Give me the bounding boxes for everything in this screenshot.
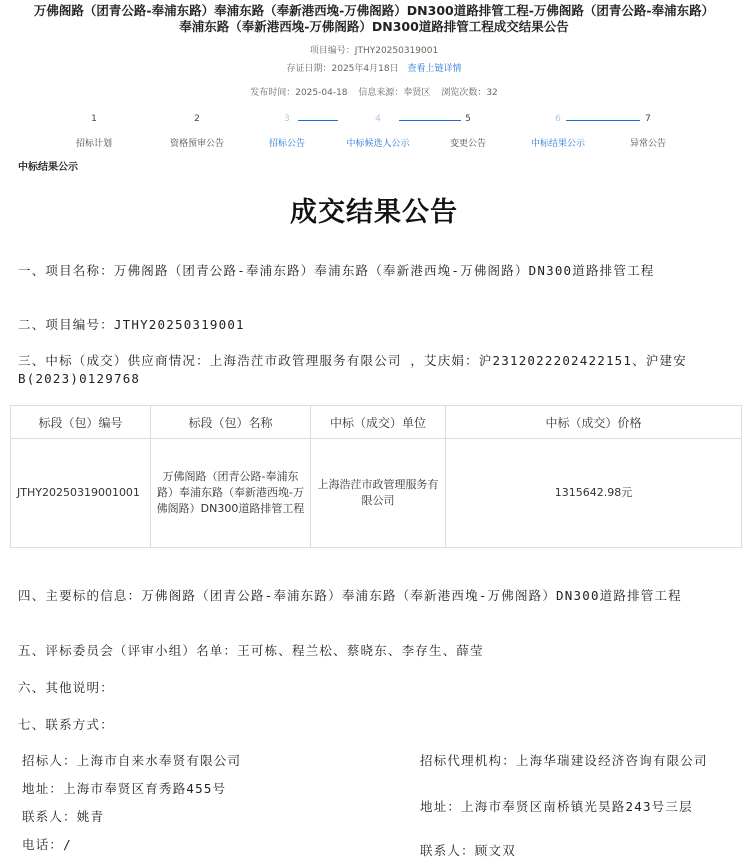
page-title: 万佛阁路（团青公路-奉浦东路）奉浦东路（奉新港西堍-万佛阁路）DN300道路排管工程-万佛阁路（团青公路-奉浦东路）奉浦东路（奉新港西堍-万佛阁路）DN300道路排管工程成交结果公告: [33, 3, 715, 34]
process-steps: [0, 114, 748, 154]
agency-contact: 联系人：顾文双: [420, 843, 516, 858]
step-5-number: 5: [465, 114, 471, 124]
step-2-label[interactable]: 资格预审公告: [169, 139, 225, 149]
tenderer-name: 招标人：上海市自来水奉贤有限公司: [22, 753, 242, 768]
step-3-label[interactable]: 招标公告: [268, 139, 306, 149]
item-project-number: 二、项目编号：JTHY20250319001: [18, 317, 245, 332]
agency-address: 地址：上海市奉贤区南桥镇光昊路243号三层: [420, 799, 693, 814]
step-3-number: 3: [284, 114, 290, 124]
cell-price: 1315642.98元: [446, 439, 742, 548]
step-4-number: 4: [375, 114, 381, 124]
info-source: 信息来源：奉贤区: [358, 88, 431, 98]
step-1-label[interactable]: 招标计划: [75, 139, 113, 149]
tenderer-phone: 电话：/: [22, 837, 72, 852]
publish-time: 发布时间：2025-04-18: [250, 88, 348, 98]
project-number-row: [0, 43, 748, 56]
step-5-label[interactable]: 变更公告: [449, 139, 487, 149]
cell-name: 万佛阁路（团青公路-奉浦东路）奉浦东路（奉新港西堍-万佛阁路）DN300道路排管工程: [151, 439, 311, 548]
view-count: 浏览次数：32: [441, 88, 498, 98]
step-connector: [298, 120, 338, 121]
step-2-number: 2: [194, 114, 200, 124]
step-4-label[interactable]: 中标候选人公示: [346, 139, 410, 149]
col-header-code: 标段（包）编号: [11, 406, 151, 439]
announcement-title: 成交结果公告: [290, 197, 458, 228]
step-7-number: 7: [645, 114, 651, 124]
step-7-label[interactable]: 异常公告: [629, 139, 667, 149]
item-supplier: 三、中标（成交）供应商情况：上海浩茳市政管理服务有限公司 ，艾庆娟：沪2312022202422151、沪建安B(2023)0129768: [18, 353, 687, 386]
publish-info-row: [0, 85, 748, 98]
col-header-price: 中标（成交）价格: [446, 406, 742, 439]
agency-name: 招标代理机构：上海华瑞建设经济咨询有限公司: [420, 753, 708, 768]
col-header-name: 标段（包）名称: [151, 406, 311, 439]
cell-winner: 上海浩茳市政管理服务有限公司: [311, 439, 446, 548]
project-number: 项目编号：JTHY20250319001: [309, 46, 439, 56]
tenderer-address: 地址：上海市奉贤区育秀路455号: [22, 781, 227, 796]
table-row: [11, 439, 742, 548]
col-header-winner: 中标（成交）单位: [311, 406, 446, 439]
step-1-number: 1: [91, 114, 97, 124]
section-tag: 中标结果公示: [18, 162, 78, 173]
step-connector: [566, 120, 640, 121]
item-committee: 五、评标委员会（评审小组）名单：王可栋、程兰松、蔡晓东、李存生、薛莹: [18, 643, 484, 658]
archive-row: [0, 61, 748, 74]
item-contact-heading: 七、联系方式：: [18, 717, 114, 732]
item-project-name: 一、项目名称：万佛阁路（团青公路-奉浦东路）奉浦东路（奉新港西堍-万佛阁路）DN300道路排管工程: [18, 263, 655, 278]
step-connector: [399, 120, 461, 121]
step-6-label[interactable]: 中标结果公示: [530, 139, 586, 149]
archive-date: 存证日期：2025年4月18日: [286, 64, 399, 74]
chain-detail-link[interactable]: 查看上链详情: [407, 64, 462, 74]
item-main-subject: 四、主要标的信息：万佛阁路（团青公路-奉浦东路）奉浦东路（奉新港西堍-万佛阁路）DN300道路排管工程: [18, 588, 682, 603]
result-table: [10, 405, 742, 548]
tenderer-contact: 联系人：姚青: [22, 809, 105, 824]
step-6-number: 6: [555, 114, 561, 124]
item-other-notes: 六、其他说明：: [18, 680, 114, 695]
cell-code: JTHY20250319001001: [11, 439, 151, 548]
table-header-row: [11, 406, 742, 439]
